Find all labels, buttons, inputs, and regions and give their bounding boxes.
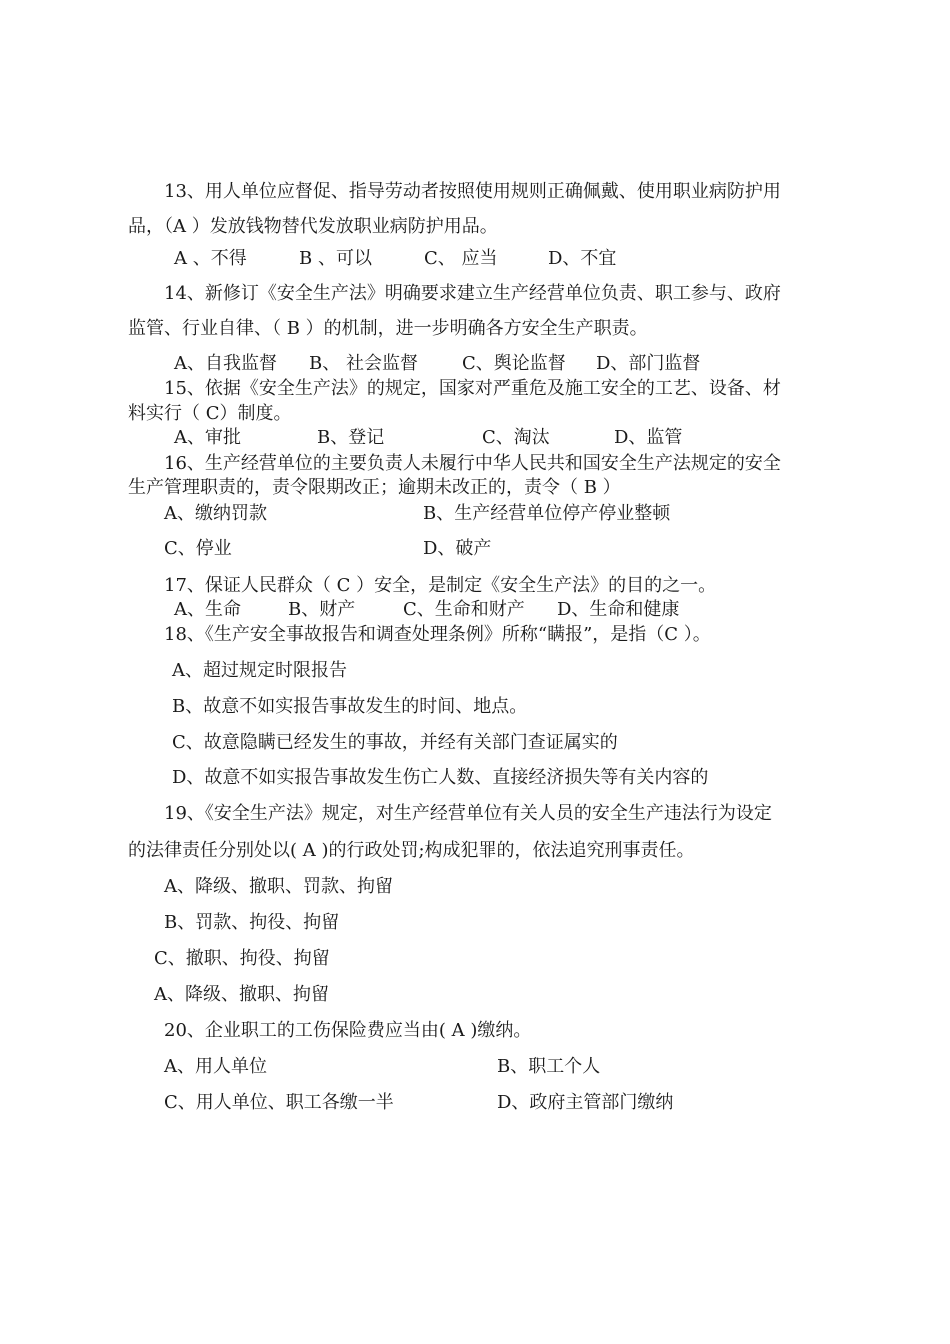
question-15-stem-line-1: 15、依据《安全生产法》的规定，国家对严重危及施工安全的工艺、设备、材 (164, 378, 781, 399)
question-18-option-b: B、故意不如实报告事故发生的时间、地点。 (172, 696, 528, 717)
option-c: C、淘汰 (482, 427, 550, 448)
option-a: A、审批 (174, 427, 241, 448)
option-d: D、监管 (614, 427, 683, 448)
question-18-stem-line-1: 18、《生产安全事故报告和调查处理条例》所称“瞒报”，是指（C ）。 (164, 624, 711, 645)
question-13-stem-line-2: 品，（A ）发放钱物替代发放职业病防护用品。 (128, 216, 498, 237)
option-c: C、舆论监督 (462, 353, 566, 374)
question-15-stem-line-2: 料实行（ C）制度。 (128, 403, 292, 424)
option-a: A 、不得 (174, 248, 247, 269)
question-18-option-c: C、故意隐瞒已经发生的事故，并经有关部门查证属实的 (172, 732, 618, 753)
question-14-stem-line-2: 监管、行业自律、（ B ）的机制，进一步明确各方安全生产职责。 (128, 318, 648, 339)
option-b: B 、可以 (299, 248, 372, 269)
question-16-stem-line-1: 16、生产经营单位的主要负责人未履行中华人民共和国安全生产法规定的安全 (164, 453, 781, 474)
question-19-stem-line-2: 的法律责任分别处以( A )的行政处罚;构成犯罪的，依法追究刑事责任。 (128, 840, 695, 861)
option-b: B、生产经营单位停产停业整顿 (423, 503, 671, 524)
question-18-option-a: A、超过规定时限报告 (172, 660, 347, 681)
option-d: D、政府主管部门缴纳 (497, 1092, 674, 1113)
option-a: A、生命 (174, 599, 241, 620)
option-d: D、部门监督 (596, 353, 701, 374)
question-19-option-2: B、罚款、拘役、拘留 (164, 912, 340, 933)
option-b: B、登记 (317, 427, 385, 448)
option-d: D、不宜 (548, 248, 617, 269)
option-d: D、生命和健康 (557, 599, 680, 620)
option-b: B、财产 (288, 599, 356, 620)
question-16-stem-line-2: 生产管理职责的，责令限期改正；逾期未改正的，责令（ B ） (128, 477, 621, 498)
question-13-stem-line-1: 13、用人单位应督促、指导劳动者按照使用规则正确佩戴、使用职业病防护用 (164, 181, 781, 202)
option-c: C、生命和财产 (403, 599, 525, 620)
option-c: C、用人单位、职工各缴一半 (164, 1092, 394, 1113)
question-19-option-3: C、撤职、拘役、拘留 (154, 948, 330, 969)
option-c: C、 应当 (424, 248, 498, 269)
question-19-option-4: A、降级、撤职、拘留 (154, 984, 329, 1005)
question-18-option-d: D、故意不如实报告事故发生伤亡人数、直接经济损失等有关内容的 (172, 767, 709, 788)
option-d: D、破产 (423, 538, 492, 559)
question-19-option-1: A、降级、撤职、罚款、拘留 (164, 876, 393, 897)
question-14-stem-line-1: 14、新修订《安全生产法》明确要求建立生产经营单位负责、职工参与、政府 (164, 283, 781, 304)
option-a: A、缴纳罚款 (164, 503, 267, 524)
option-c: C、停业 (164, 538, 232, 559)
option-b: B、职工个人 (497, 1056, 601, 1077)
option-b: B、 社会监督 (309, 353, 418, 374)
question-17-stem-line-1: 17、保证人民群众（ C ）安全，是制定《安全生产法》的目的之一。 (164, 575, 717, 596)
option-a: A、用人单位 (164, 1056, 267, 1077)
question-19-stem-line-1: 19、《安全生产法》规定，对生产经营单位有关人员的安全生产违法行为设定 (164, 803, 772, 824)
question-20-stem-line-1: 20、企业职工的工伤保险费应当由( A )缴纳。 (164, 1020, 532, 1041)
option-a: A、自我监督 (174, 353, 277, 374)
